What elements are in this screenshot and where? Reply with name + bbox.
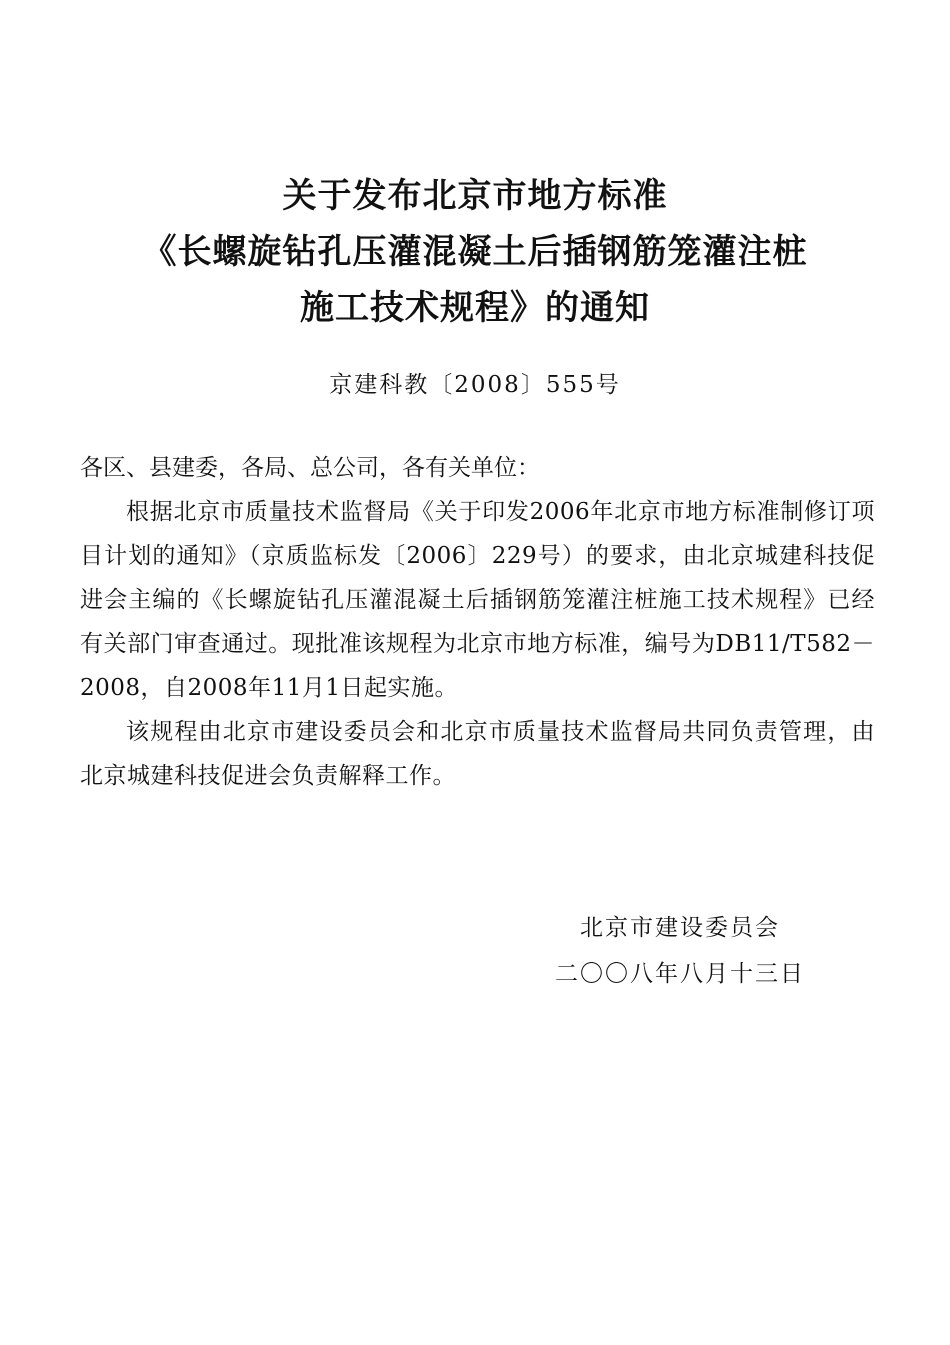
document-body bbox=[80, 446, 875, 798]
document-title bbox=[0, 168, 950, 336]
title-line-2: 《长螺旋钻孔压灌混凝土后插钢筋笼灌注桩 bbox=[142, 232, 808, 272]
document-number: 京建科教〔2008〕555号 bbox=[329, 372, 621, 398]
paragraph-management: 该规程由北京市建设委员会和北京市质量技术监督局共同负责管理，由北京城建科技促进会负责解释工作。 bbox=[80, 719, 875, 789]
issue-date: 二〇〇八年八月十三日 bbox=[555, 961, 805, 987]
title-line-3: 施工技术规程》的通知 bbox=[300, 288, 650, 328]
signature-block bbox=[520, 905, 840, 997]
issuer-name: 北京市建设委员会 bbox=[580, 915, 780, 941]
title-line-1: 关于发布北京市地方标准 bbox=[282, 176, 668, 216]
addressee: 各区、县建委，各局、总公司，各有关单位： bbox=[80, 455, 540, 481]
paragraph-approval: 根据北京市质量技术监督局《关于印发2006年北京市地方标准制修订项目计划的通知》（京质监标发〔2006〕229号）的要求，由北京城建科技促进会主编的《长螺旋钻孔压灌混凝土后插钢筋笼灌注桩施工技术规程》已经有关部门审查通过。现批准该规程为北京市地方标准，编号为DB11/T582－2008，自2008年11月1日起实施。 bbox=[80, 499, 875, 701]
